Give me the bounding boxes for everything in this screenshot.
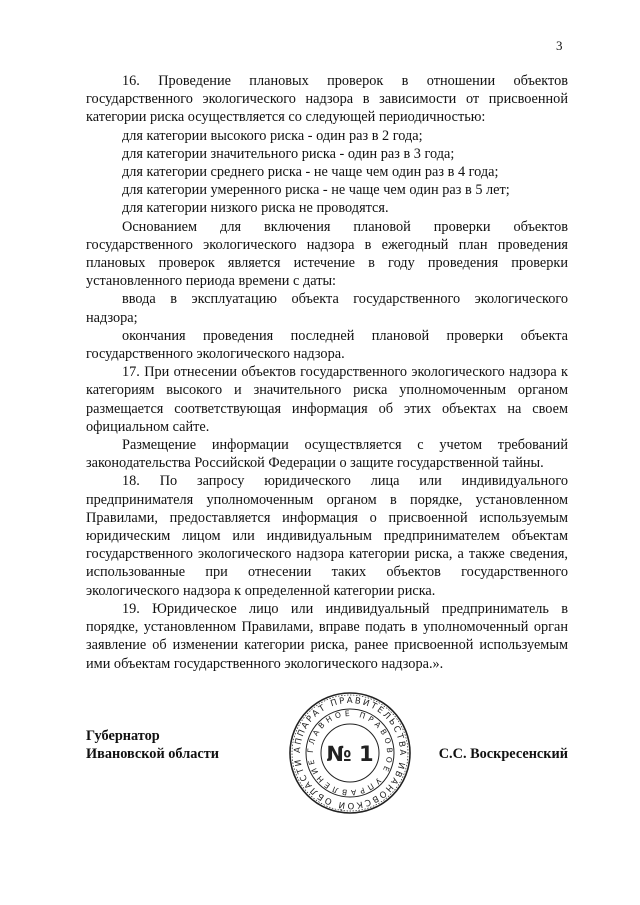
paragraph: 16. Проведение плановых проверок в отношении объектов государственного экологического надзора в зависимости от присвоенной категории риска осуществляется со следующей периодичностью:: [86, 73, 568, 126]
list-item: для категории низкого риска не проводятся.: [122, 200, 389, 217]
paragraph: Основанием для включения плановой проверки объектов государственного экологического надзора в ежегодный план проведения плановых проверок является истечение в году проведения проверки установленного периода времени с даты:: [86, 218, 568, 290]
list-item: для категории умеренного риска - не чаще чем один раз в 5 лет;: [122, 182, 510, 199]
paragraph: ввода в эксплуатацию объекта государственного экологического надзора;: [86, 291, 568, 326]
signatory-title-line2: Ивановской области: [86, 746, 219, 762]
page-number: 3: [556, 38, 563, 53]
list-item: для категории значительного риска - один раз в 3 года;: [122, 145, 455, 162]
paragraph: 17. При отнесении объектов государственного экологического надзора к категориям высокого и значительного риска уполномоченным органом размещается соответствующая информация об этих объектах на своем официальном сайте.: [86, 364, 568, 435]
document-body: [86, 72, 568, 673]
seal-number: № 1: [326, 742, 374, 766]
seal-inner-text: ГЛАВНОЕ ПРАВОВОЕ УПРАВЛЕНИЕ: [305, 708, 395, 798]
signatory-title-line1: Губернатор: [86, 728, 160, 744]
paragraph: окончания проведения последней плановой проверки объекта государственного экологического надзора.: [86, 327, 568, 363]
signatory-name: С.С. Воскресенский: [438, 746, 568, 762]
seal-graphic: [287, 690, 413, 816]
seal-outer-text: АППАРАТ ПРАВИТЕЛЬСТВА ИВАНОВСКОЙ ОБЛАСТИ: [292, 695, 408, 811]
list-item: для категории среднего риска - не чаще чем один раз в 4 года;: [122, 164, 499, 181]
official-seal-stamp: [287, 690, 413, 816]
paragraph: 19. Юридическое лицо или индивидуальный предприниматель в порядке, установленном Правилами, вправе подать в уполномоченный орган заявление об изменении категории риска, ранее присвоенной используемым ими объектам государственного экологического надзора.».: [86, 600, 568, 672]
paragraph: Размещение информации осуществляется с учетом требований законодательства Российской Федерации о защите государственной тайны.: [86, 437, 568, 472]
paragraph: 18. По запросу юридического лица или индивидуального предпринимателя уполномоченным органом в порядке, установленном Правилами, предоставляется информация о присвоенной используемым юридическим лицом или индивидуальным предпринимателем объектам государственного экологического надзора категории риска, а также сведения, использованные при отнесении таких объектов государственного экологического надзора к определенной категории риска.: [86, 473, 568, 599]
signatory-title: [86, 727, 219, 763]
list-item: для категории высокого риска - один раз в 2 года;: [122, 127, 423, 144]
